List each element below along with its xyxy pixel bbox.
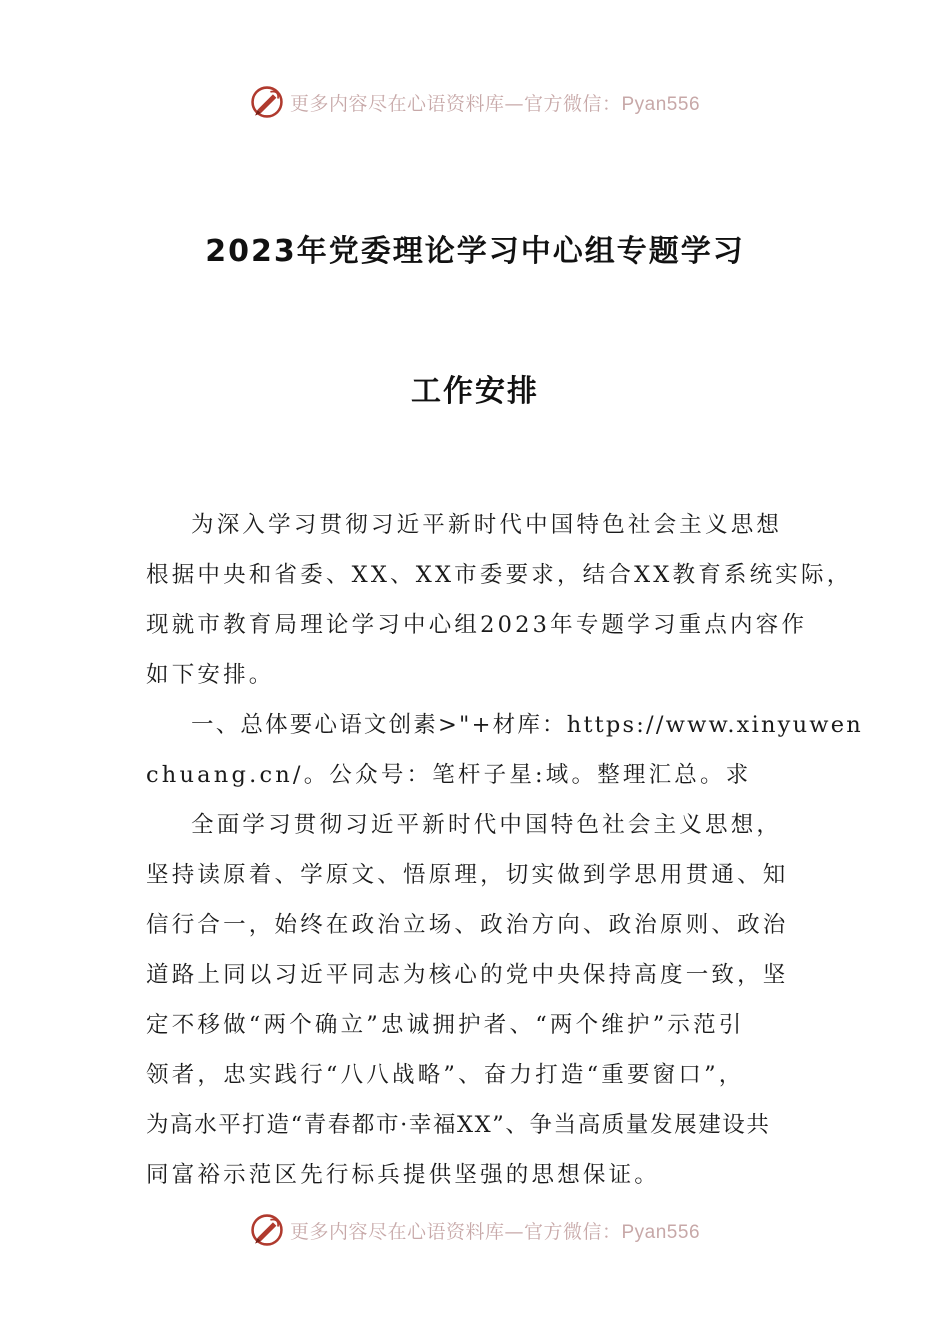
text-line: 全面学习贯彻习近平新时代中国特色社会主义思想， [191,812,783,838]
paragraph-requirements [146,800,811,1200]
text-line: 定不移做“两个确立”忠诚拥护者、“两个维护”示范引 [146,1012,745,1038]
text-line: 一、总体要心语文创素>"+材库：https://www.xinyuwen [191,712,863,738]
pen-logo-icon [250,85,284,119]
paragraph-section-heading [146,700,863,800]
text-line: 为高水平打造“青春都市·幸福XX”、争当高质量发展建设共 [146,1112,771,1138]
text-line: 如下安排。 [146,662,275,688]
header-banner-text: 更多内容尽在心语资料库—官方微信：Pyan556 [289,92,701,115]
footer-banner [0,1210,950,1250]
text-line: 坚持读原着、学原文、悟原理，切实做到学思用贯通、知 [146,862,789,888]
text-line: chuang.cn/。公众号：笔杆子星:域。整理汇总。求 [146,762,752,788]
footer-wechat-id: Pyan556 [621,1221,701,1243]
text-line: 道路上同以习近平同志为核心的党中央保持高度一致，坚 [146,962,789,988]
text-line: 为深入学习贯彻习近平新时代中国特色社会主义思想 [191,512,783,538]
document-title-line1: 2023年党委理论学习中心组专题学习 [205,234,745,269]
paragraph-intro [146,500,853,700]
text-line: 领者，忠实践行“八八战略”、奋力打造“重要窗口”， [146,1062,745,1088]
text-line: 现就市教育局理论学习中心组2023年专题学习重点内容作 [146,612,808,638]
document-body [146,500,863,1200]
document-title-line2: 工作安排 [411,374,539,409]
header-banner [0,82,950,122]
header-wechat-id: Pyan556 [621,93,701,115]
pen-logo-icon [250,1213,284,1247]
footer-banner-text: 更多内容尽在心语资料库—官方微信：Pyan556 [289,1220,701,1243]
text-line: 信行合一，始终在政治立场、政治方向、政治原则、政治 [146,912,789,938]
text-line: 同富裕示范区先行标兵提供坚强的思想保证。 [146,1162,661,1188]
text-line: 根据中央和省委、XX、XX市委要求，结合XX教育系统实际， [146,562,853,588]
